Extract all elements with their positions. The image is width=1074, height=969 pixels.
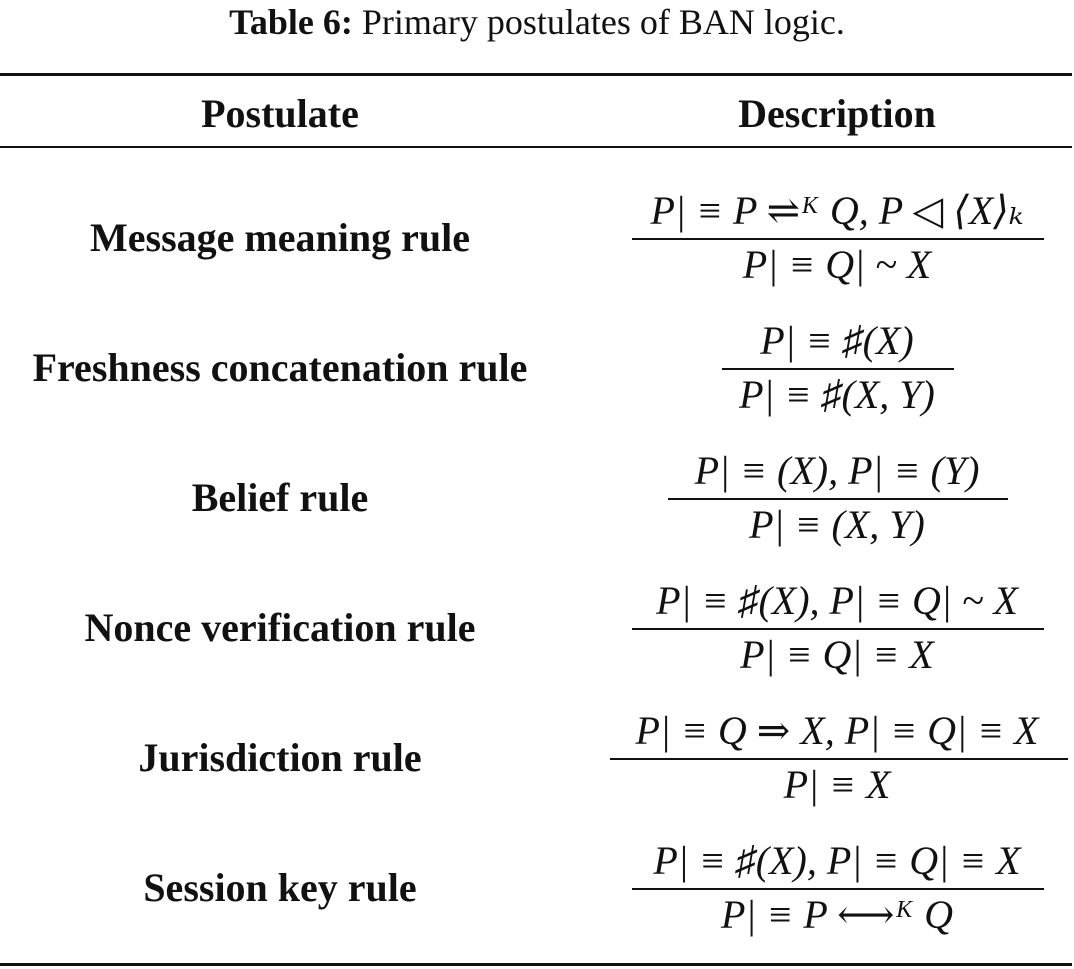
formula-denominator: P| ≡ X: [783, 762, 891, 807]
formula: [600, 822, 1074, 952]
formula-numerator: P| ≡ Q ⇒ X, P| ≡ Q| ≡ X: [635, 708, 1039, 753]
formula-denominator: P| ≡ P ⟷ᴷ Q: [720, 892, 954, 937]
postulate-name: Jurisdiction rule: [138, 734, 422, 780]
table-row: [0, 692, 1074, 822]
formula-denominator: P| ≡ (X, Y): [749, 502, 925, 547]
formula: [600, 302, 1074, 432]
formula: [600, 692, 1074, 822]
caption-text: Primary postulates of BAN logic.: [361, 2, 845, 42]
caption-label: Table 6:: [229, 2, 353, 42]
formula-numerator: P| ≡ P ⇌ᴷ Q, P ◁ ⟨X⟩ₖ: [650, 188, 1024, 233]
table-row: [0, 562, 1074, 692]
table-row: [0, 302, 1074, 432]
bottom-rule: [0, 963, 1072, 966]
table-row: [0, 822, 1074, 952]
formula-numerator: P| ≡ ♯(X), P| ≡ Q| ~ X: [656, 578, 1018, 623]
formula: [600, 562, 1074, 692]
postulate-name: Session key rule: [143, 864, 417, 910]
formula: [600, 432, 1074, 562]
postulate-name: Belief rule: [191, 474, 369, 520]
table-caption: [0, 0, 1074, 50]
postulate-name: Freshness concatenation rule: [32, 344, 528, 390]
formula-numerator: P| ≡ ♯(X): [760, 318, 914, 363]
formula-denominator: P| ≡ Q| ≡ X: [740, 632, 934, 677]
table-row: [0, 172, 1074, 302]
formula-denominator: P| ≡ Q| ~ X: [742, 242, 932, 287]
header-rule: [0, 146, 1072, 148]
formula: [600, 172, 1074, 302]
header-postulate: Postulate: [201, 91, 359, 136]
top-rule: [0, 73, 1072, 76]
postulate-name: Message meaning rule: [90, 214, 470, 260]
formula-numerator: P| ≡ (X), P| ≡ (Y): [694, 448, 980, 493]
formula-numerator: P| ≡ ♯(X), P| ≡ Q| ≡ X: [653, 838, 1021, 883]
formula-denominator: P| ≡ ♯(X, Y): [739, 372, 935, 417]
header-description: Description: [738, 91, 936, 136]
postulate-name: Nonce verification rule: [84, 604, 476, 650]
table-row: [0, 432, 1074, 562]
